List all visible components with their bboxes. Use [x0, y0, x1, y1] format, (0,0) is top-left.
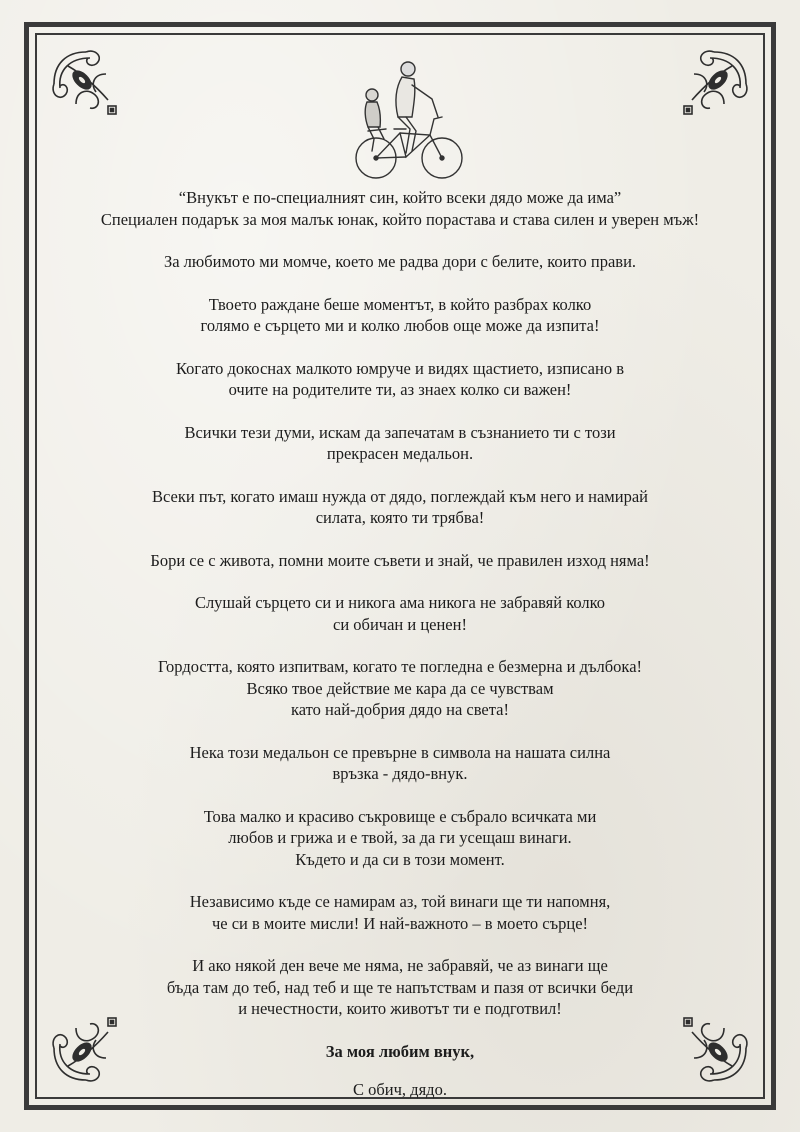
paragraph-line: бъда там до теб, над теб и ще те напътствам и пазя от всички беди [166, 977, 634, 997]
paragraph-line: че си в моите мисли! И най-важното – в моето сърце! [211, 913, 589, 933]
letter-paragraph [60, 592, 740, 635]
paragraph-line: си обичан и ценен! [333, 614, 467, 634]
paragraph-line: Гордостта, която изпитвам, когато те погледна е безмерна и дълбока! [157, 657, 643, 676]
paragraph-line: голямо е сърцето ми и колко любов още може да изпита! [200, 316, 600, 335]
paragraph-line: Това малко и красиво съкровище е събрало всичката ми [203, 806, 597, 826]
corner-ornament-icon [46, 44, 136, 134]
paragraph-line: Всички тези думи, искам да запечатам в съзнанието ти с този [184, 422, 616, 442]
letter-paragraph [60, 187, 740, 230]
letter-paragraph [60, 550, 740, 572]
paragraph-line: прекрасен медальон. [326, 444, 474, 463]
paragraph-line: Всеки път, когато имаш нужда от дядо, поглеждай към него и намирай [152, 486, 648, 506]
paragraph-line: Бори се с живота, помни моите съвети и знай, че правилен изход няма! [150, 550, 650, 570]
dedication-line: За моя любим внук, [325, 1041, 475, 1061]
signature-line: С обич, дядо. [353, 1080, 447, 1099]
paragraph-line: като най-добрия дядо на света! [291, 700, 509, 719]
paragraph-line: силата, която ти трябва! [315, 508, 485, 527]
letter-paragraph [60, 422, 740, 465]
bicycle-illustration-icon [350, 55, 468, 185]
letter-paragraph [60, 806, 740, 871]
paragraph-line: “Внукът е по-специалният син, който всеки дядо може да има” [178, 188, 622, 207]
letter-paragraph [60, 358, 740, 401]
paragraph-line: Когато докоснах малкото юмруче и видях щастието, изписано в [176, 358, 624, 378]
letter-paragraph [60, 891, 740, 934]
letter-paragraph [60, 486, 740, 529]
paragraph-line: и нечестности, които животът ти е подготвил! [238, 999, 562, 1018]
letter-paragraph [60, 656, 740, 721]
letter-paragraph [60, 742, 740, 785]
corner-ornament-icon [664, 44, 754, 134]
paragraph-line: Нека този медальон се превърне в символа на нашата силна [189, 742, 611, 762]
paragraph-line: Твоето раждане беше моментът, в който разбрах колко [208, 294, 592, 314]
paragraph-line: Където и да си в този момент. [295, 849, 505, 869]
paragraph-line: Специален подарък за моя малък юнак, който порастава и става силен и уверен мъж! [100, 209, 700, 229]
paragraph-line: връзка - дядо-внук. [332, 764, 468, 783]
paragraph-line: Независимо къде се намирам аз, той винаги ще ти напомня, [189, 892, 611, 911]
letter-paragraph [60, 955, 740, 1020]
paragraph-line: И ако някой ден вече ме няма, не забравяй, че аз винаги ще [192, 956, 608, 975]
letter-paragraph [60, 251, 740, 273]
paragraph-line: Слушай сърцето си и никога ама никога не забравяй колко [194, 593, 606, 612]
paragraph-line: За любимото ми момче, което ме радва дори с белите, които прави. [163, 252, 637, 271]
paragraph-line: очите на родителите ти, аз знаех колко си важен! [228, 380, 572, 399]
letter-paragraph [60, 294, 740, 337]
letter-body [60, 187, 740, 1101]
paragraph-line: Всяко твое действие ме кара да се чувствам [246, 678, 554, 698]
paragraph-line: любов и грижа и е твой, за да ги усещаш винаги. [228, 828, 572, 847]
